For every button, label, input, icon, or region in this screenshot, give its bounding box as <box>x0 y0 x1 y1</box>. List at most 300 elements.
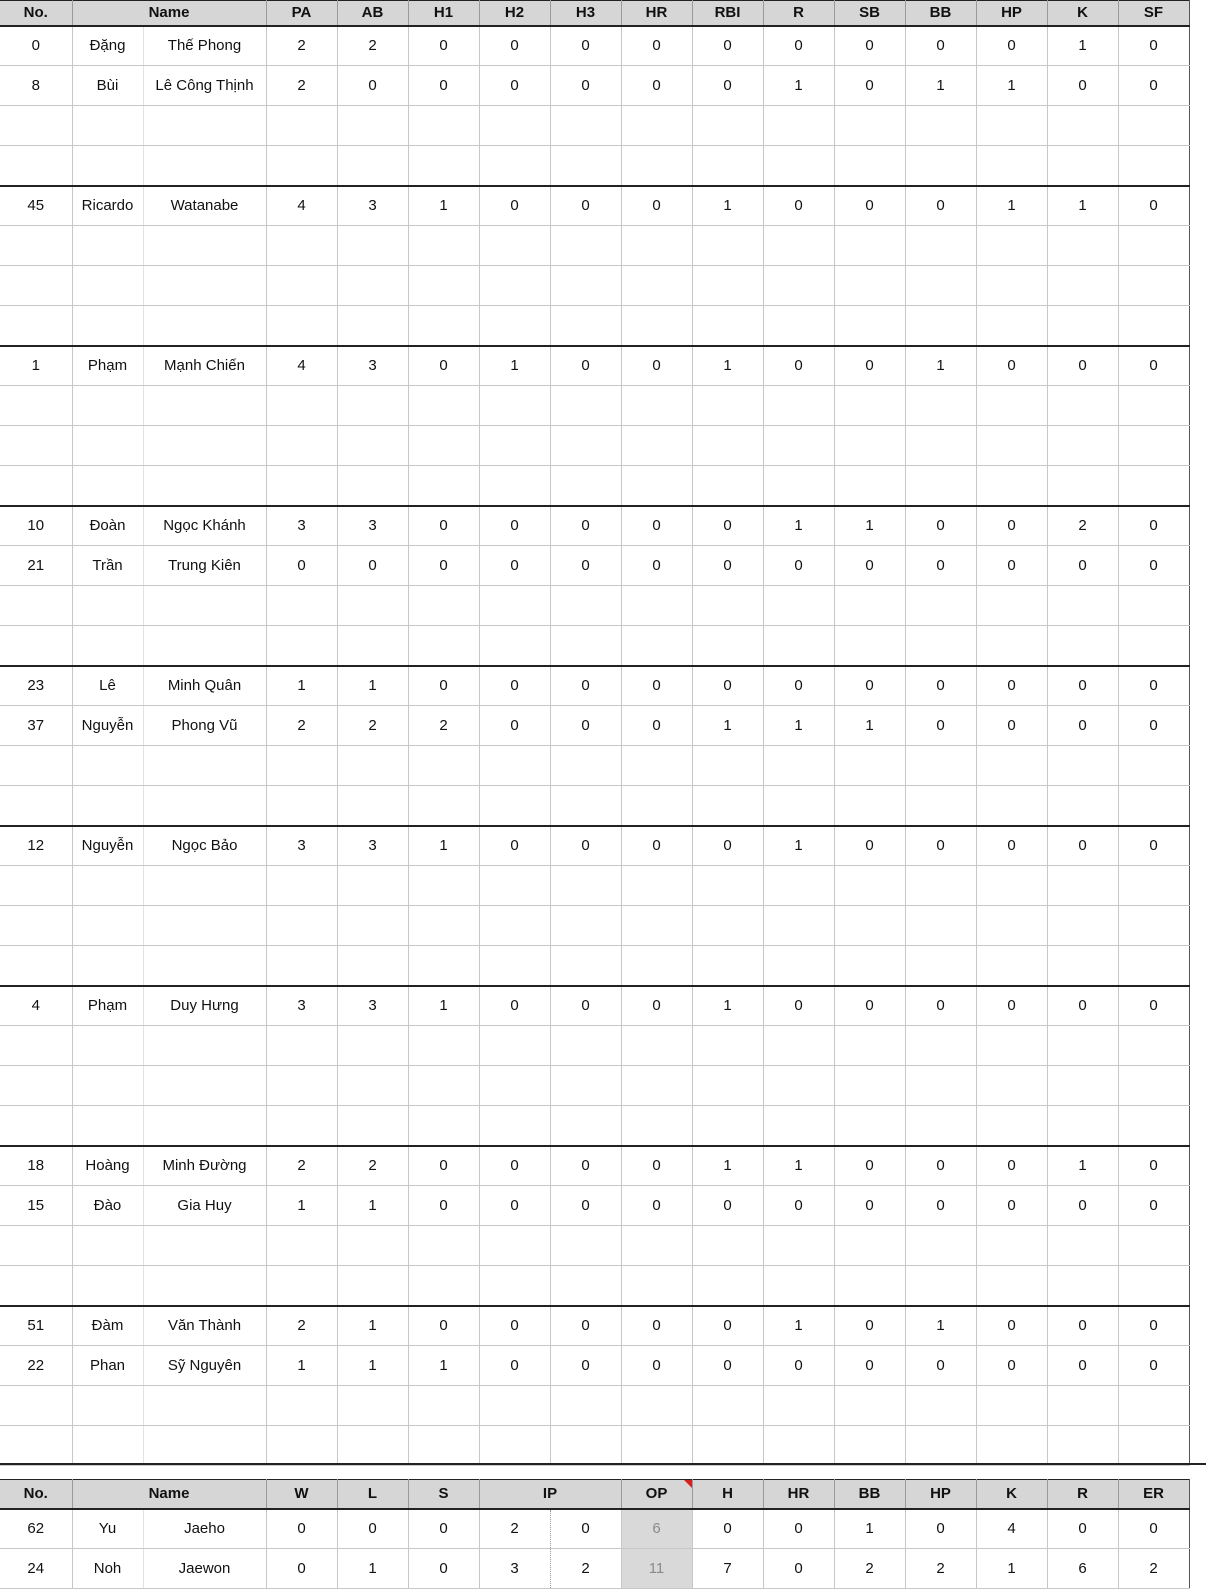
op-cell[interactable]: 6 <box>621 1509 692 1549</box>
table-cell[interactable]: 0 <box>1118 186 1189 226</box>
table-cell[interactable] <box>763 786 834 826</box>
table-cell[interactable] <box>1118 746 1189 786</box>
table-cell[interactable]: 2 <box>1118 1549 1189 1589</box>
table-cell[interactable]: 18 <box>0 1146 72 1186</box>
table-cell[interactable]: 0 <box>1118 1306 1189 1346</box>
table-cell[interactable]: 0 <box>550 706 621 746</box>
table-cell[interactable]: 1 <box>337 1306 408 1346</box>
table-cell[interactable] <box>0 386 72 426</box>
table-cell[interactable] <box>266 586 337 626</box>
table-cell[interactable] <box>692 266 763 306</box>
table-cell[interactable] <box>337 1266 408 1306</box>
table-cell[interactable] <box>408 306 479 346</box>
table-cell[interactable] <box>0 146 72 186</box>
table-cell[interactable] <box>763 626 834 666</box>
table-cell[interactable] <box>337 106 408 146</box>
table-cell[interactable]: 0 <box>408 1509 479 1549</box>
table-cell[interactable] <box>479 1386 550 1426</box>
table-cell[interactable] <box>550 266 621 306</box>
table-cell[interactable]: Phạm <box>72 986 143 1026</box>
table-cell[interactable]: 0 <box>763 26 834 66</box>
table-cell[interactable] <box>0 586 72 626</box>
table-cell[interactable]: 0 <box>408 1306 479 1346</box>
table-cell[interactable] <box>266 146 337 186</box>
table-cell[interactable]: 0 <box>408 546 479 586</box>
table-cell[interactable]: 0 <box>976 666 1047 706</box>
table-cell[interactable] <box>1118 146 1189 186</box>
table-cell[interactable] <box>763 266 834 306</box>
table-cell[interactable] <box>976 946 1047 986</box>
table-cell[interactable] <box>1047 146 1118 186</box>
table-cell[interactable] <box>143 1426 266 1466</box>
table-cell[interactable]: 2 <box>337 26 408 66</box>
table-cell[interactable] <box>479 1106 550 1146</box>
table-cell[interactable]: 2 <box>266 1146 337 1186</box>
table-cell[interactable] <box>763 1386 834 1426</box>
table-cell[interactable]: 1 <box>692 186 763 226</box>
table-cell[interactable] <box>834 306 905 346</box>
table-cell[interactable] <box>1118 1106 1189 1146</box>
table-cell[interactable] <box>479 1266 550 1306</box>
table-cell[interactable] <box>550 466 621 506</box>
table-cell[interactable] <box>337 146 408 186</box>
table-cell[interactable] <box>72 746 143 786</box>
table-cell[interactable] <box>0 1426 72 1466</box>
table-cell[interactable] <box>266 1226 337 1266</box>
table-cell[interactable]: 1 <box>976 1549 1047 1589</box>
table-cell[interactable]: 0 <box>1118 506 1189 546</box>
table-cell[interactable] <box>0 466 72 506</box>
table-cell[interactable]: Sỹ Nguyên <box>143 1346 266 1386</box>
table-cell[interactable] <box>834 586 905 626</box>
table-cell[interactable]: 1 <box>1047 186 1118 226</box>
table-cell[interactable]: 0 <box>408 1146 479 1186</box>
table-cell[interactable]: 0 <box>1118 666 1189 706</box>
table-cell[interactable] <box>692 1386 763 1426</box>
table-cell[interactable] <box>1118 1266 1189 1306</box>
table-cell[interactable] <box>905 786 976 826</box>
table-cell[interactable]: 0 <box>1118 1346 1189 1386</box>
table-cell[interactable]: 0 <box>550 1146 621 1186</box>
table-cell[interactable]: Minh Quân <box>143 666 266 706</box>
table-cell[interactable]: 1 <box>337 666 408 706</box>
table-cell[interactable]: Noh <box>72 1549 143 1589</box>
table-cell[interactable]: 0 <box>266 1549 337 1589</box>
table-cell[interactable]: 0 <box>834 66 905 106</box>
table-cell[interactable]: 0 <box>834 1346 905 1386</box>
table-cell[interactable] <box>266 1066 337 1106</box>
table-cell[interactable]: 1 <box>408 826 479 866</box>
table-cell[interactable] <box>408 1386 479 1426</box>
table-cell[interactable] <box>692 306 763 346</box>
table-cell[interactable]: 0 <box>905 506 976 546</box>
table-cell[interactable] <box>692 586 763 626</box>
table-cell[interactable]: 2 <box>479 1509 550 1549</box>
table-cell[interactable] <box>1118 106 1189 146</box>
table-cell[interactable] <box>72 946 143 986</box>
table-cell[interactable]: 0 <box>905 706 976 746</box>
table-cell[interactable] <box>905 746 976 786</box>
table-cell[interactable]: 0 <box>550 826 621 866</box>
table-cell[interactable] <box>0 226 72 266</box>
table-cell[interactable]: 0 <box>763 1186 834 1226</box>
table-cell[interactable]: 0 <box>550 666 621 706</box>
table-cell[interactable]: 51 <box>0 1306 72 1346</box>
table-cell[interactable] <box>72 1106 143 1146</box>
table-cell[interactable] <box>143 1026 266 1066</box>
table-cell[interactable] <box>621 586 692 626</box>
table-cell[interactable]: 0 <box>337 1509 408 1549</box>
table-cell[interactable] <box>143 1386 266 1426</box>
table-cell[interactable]: 0 <box>763 186 834 226</box>
table-cell[interactable] <box>550 946 621 986</box>
table-cell[interactable] <box>550 1026 621 1066</box>
table-cell[interactable] <box>1118 1226 1189 1266</box>
table-cell[interactable] <box>266 626 337 666</box>
table-cell[interactable]: 0 <box>763 1549 834 1589</box>
table-cell[interactable]: Đàm <box>72 1306 143 1346</box>
table-cell[interactable] <box>72 1026 143 1066</box>
table-cell[interactable] <box>1118 786 1189 826</box>
table-cell[interactable]: 0 <box>976 546 1047 586</box>
table-cell[interactable] <box>0 426 72 466</box>
table-cell[interactable] <box>763 1226 834 1266</box>
table-cell[interactable] <box>479 866 550 906</box>
table-cell[interactable]: 0 <box>479 826 550 866</box>
table-cell[interactable]: 0 <box>905 1146 976 1186</box>
table-cell[interactable] <box>143 466 266 506</box>
table-cell[interactable] <box>266 866 337 906</box>
table-cell[interactable]: 0 <box>621 1306 692 1346</box>
table-cell[interactable]: 0 <box>550 66 621 106</box>
table-cell[interactable]: 0 <box>1047 546 1118 586</box>
table-cell[interactable] <box>0 266 72 306</box>
table-cell[interactable] <box>266 306 337 346</box>
table-cell[interactable]: 15 <box>0 1186 72 1226</box>
table-cell[interactable]: 0 <box>479 186 550 226</box>
table-cell[interactable] <box>550 306 621 346</box>
table-cell[interactable] <box>408 146 479 186</box>
table-cell[interactable]: 0 <box>834 26 905 66</box>
col-header-h2[interactable]: H2 <box>479 1 550 26</box>
table-cell[interactable]: 0 <box>621 1346 692 1386</box>
table-cell[interactable]: 0 <box>905 1346 976 1386</box>
table-cell[interactable]: 0 <box>550 26 621 66</box>
table-cell[interactable]: 0 <box>976 506 1047 546</box>
table-cell[interactable] <box>905 306 976 346</box>
table-cell[interactable] <box>337 586 408 626</box>
table-cell[interactable]: 1 <box>337 1346 408 1386</box>
table-cell[interactable] <box>408 426 479 466</box>
table-cell[interactable] <box>0 626 72 666</box>
table-cell[interactable] <box>905 946 976 986</box>
table-cell[interactable]: 0 <box>905 546 976 586</box>
table-cell[interactable] <box>1047 1026 1118 1066</box>
table-cell[interactable] <box>1047 1266 1118 1306</box>
table-cell[interactable]: 0 <box>1047 1186 1118 1226</box>
table-cell[interactable] <box>905 586 976 626</box>
col-header-w[interactable]: W <box>266 1480 337 1509</box>
table-cell[interactable] <box>266 266 337 306</box>
table-cell[interactable]: 0 <box>1047 66 1118 106</box>
table-cell[interactable]: Lê Công Thịnh <box>143 66 266 106</box>
table-cell[interactable] <box>72 1426 143 1466</box>
table-cell[interactable] <box>72 626 143 666</box>
table-cell[interactable]: 0 <box>550 1509 621 1549</box>
table-cell[interactable]: Ngọc Bảo <box>143 826 266 866</box>
table-cell[interactable] <box>763 306 834 346</box>
table-cell[interactable] <box>337 946 408 986</box>
table-cell[interactable] <box>479 306 550 346</box>
table-cell[interactable]: 23 <box>0 666 72 706</box>
table-cell[interactable]: 1 <box>905 1306 976 1346</box>
table-cell[interactable] <box>1047 1226 1118 1266</box>
table-cell[interactable]: 1 <box>834 706 905 746</box>
table-cell[interactable] <box>905 226 976 266</box>
table-cell[interactable] <box>905 1106 976 1146</box>
table-cell[interactable]: 3 <box>266 506 337 546</box>
table-cell[interactable]: 0 <box>408 66 479 106</box>
table-cell[interactable] <box>692 386 763 426</box>
table-cell[interactable]: Trung Kiên <box>143 546 266 586</box>
table-cell[interactable] <box>143 786 266 826</box>
table-cell[interactable] <box>763 866 834 906</box>
table-cell[interactable] <box>834 1066 905 1106</box>
table-cell[interactable] <box>550 866 621 906</box>
table-cell[interactable] <box>692 1106 763 1146</box>
table-cell[interactable] <box>905 866 976 906</box>
table-cell[interactable]: 0 <box>1047 826 1118 866</box>
table-cell[interactable]: 0 <box>621 546 692 586</box>
col-header-sb[interactable]: SB <box>834 1 905 26</box>
table-cell[interactable] <box>692 1226 763 1266</box>
table-cell[interactable] <box>1118 426 1189 466</box>
table-cell[interactable] <box>550 146 621 186</box>
table-cell[interactable] <box>692 1066 763 1106</box>
table-cell[interactable]: 1 <box>763 506 834 546</box>
table-cell[interactable]: 3 <box>337 506 408 546</box>
table-cell[interactable] <box>834 746 905 786</box>
col-header-hp[interactable]: HP <box>976 1 1047 26</box>
table-cell[interactable] <box>834 1426 905 1466</box>
table-cell[interactable] <box>408 466 479 506</box>
table-cell[interactable]: 0 <box>1047 1509 1118 1549</box>
table-cell[interactable] <box>337 866 408 906</box>
table-cell[interactable]: 62 <box>0 1509 72 1549</box>
table-cell[interactable]: 0 <box>905 986 976 1026</box>
table-cell[interactable] <box>976 1066 1047 1106</box>
table-cell[interactable]: 6 <box>1047 1549 1118 1589</box>
table-cell[interactable]: 0 <box>550 346 621 386</box>
table-cell[interactable]: 0 <box>621 706 692 746</box>
table-cell[interactable]: 0 <box>976 706 1047 746</box>
table-cell[interactable] <box>905 1026 976 1066</box>
col-header-r[interactable]: R <box>1047 1480 1118 1509</box>
table-cell[interactable] <box>1047 626 1118 666</box>
table-cell[interactable] <box>479 1226 550 1266</box>
table-cell[interactable] <box>1047 946 1118 986</box>
table-cell[interactable]: 1 <box>692 1146 763 1186</box>
table-cell[interactable] <box>1118 1066 1189 1106</box>
table-cell[interactable]: 1 <box>763 1146 834 1186</box>
table-cell[interactable] <box>408 226 479 266</box>
table-cell[interactable]: 1 <box>479 346 550 386</box>
table-cell[interactable] <box>976 866 1047 906</box>
table-cell[interactable] <box>763 1066 834 1106</box>
table-cell[interactable]: 3 <box>266 986 337 1026</box>
table-cell[interactable] <box>621 1226 692 1266</box>
table-cell[interactable] <box>976 626 1047 666</box>
table-cell[interactable] <box>763 1266 834 1306</box>
col-header-ip[interactable]: IP <box>479 1480 621 1509</box>
table-cell[interactable]: Phong Vũ <box>143 706 266 746</box>
table-cell[interactable]: 1 <box>1047 26 1118 66</box>
col-header-l[interactable]: L <box>337 1480 408 1509</box>
table-cell[interactable] <box>0 866 72 906</box>
table-cell[interactable] <box>143 626 266 666</box>
table-cell[interactable]: 0 <box>550 1346 621 1386</box>
table-cell[interactable] <box>550 906 621 946</box>
table-cell[interactable] <box>72 1066 143 1106</box>
table-cell[interactable]: 0 <box>0 26 72 66</box>
table-cell[interactable] <box>266 466 337 506</box>
table-cell[interactable]: 0 <box>1118 1146 1189 1186</box>
col-header-k[interactable]: K <box>976 1480 1047 1509</box>
table-cell[interactable] <box>905 386 976 426</box>
table-cell[interactable] <box>479 946 550 986</box>
table-cell[interactable]: 1 <box>692 706 763 746</box>
table-cell[interactable] <box>834 1026 905 1066</box>
table-cell[interactable]: 2 <box>266 706 337 746</box>
table-cell[interactable]: 0 <box>692 666 763 706</box>
table-cell[interactable] <box>905 466 976 506</box>
table-cell[interactable] <box>337 786 408 826</box>
table-cell[interactable]: Nguyễn <box>72 826 143 866</box>
col-header-ab[interactable]: AB <box>337 1 408 26</box>
table-cell[interactable] <box>337 1386 408 1426</box>
table-cell[interactable] <box>479 1026 550 1066</box>
table-cell[interactable]: 1 <box>266 1346 337 1386</box>
table-cell[interactable]: 2 <box>337 706 408 746</box>
table-cell[interactable] <box>266 906 337 946</box>
table-cell[interactable]: 3 <box>337 346 408 386</box>
table-cell[interactable] <box>834 786 905 826</box>
table-cell[interactable] <box>976 266 1047 306</box>
table-cell[interactable] <box>408 866 479 906</box>
table-cell[interactable]: Phan <box>72 1346 143 1386</box>
table-cell[interactable]: 0 <box>905 666 976 706</box>
table-cell[interactable] <box>337 906 408 946</box>
table-cell[interactable]: 4 <box>976 1509 1047 1549</box>
table-cell[interactable] <box>266 226 337 266</box>
table-cell[interactable]: Văn Thành <box>143 1306 266 1346</box>
table-cell[interactable]: Mạnh Chiến <box>143 346 266 386</box>
table-cell[interactable]: 2 <box>550 1549 621 1589</box>
table-cell[interactable] <box>479 786 550 826</box>
table-cell[interactable]: 10 <box>0 506 72 546</box>
table-cell[interactable] <box>0 746 72 786</box>
table-cell[interactable]: 0 <box>692 546 763 586</box>
col-header-r[interactable]: R <box>763 1 834 26</box>
table-cell[interactable]: 0 <box>1047 706 1118 746</box>
table-cell[interactable] <box>143 1106 266 1146</box>
table-cell[interactable] <box>834 146 905 186</box>
table-cell[interactable]: 45 <box>0 186 72 226</box>
table-cell[interactable] <box>337 1066 408 1106</box>
table-cell[interactable] <box>1118 306 1189 346</box>
col-header-h1[interactable]: H1 <box>408 1 479 26</box>
table-cell[interactable] <box>834 866 905 906</box>
table-cell[interactable] <box>692 626 763 666</box>
col-header-rbi[interactable]: RBI <box>692 1 763 26</box>
table-cell[interactable]: 0 <box>621 1186 692 1226</box>
table-cell[interactable] <box>1047 1106 1118 1146</box>
table-cell[interactable] <box>692 146 763 186</box>
table-cell[interactable] <box>72 586 143 626</box>
table-cell[interactable] <box>143 306 266 346</box>
table-cell[interactable]: 0 <box>621 26 692 66</box>
col-header-no[interactable]: No. <box>0 1 72 26</box>
table-cell[interactable] <box>834 226 905 266</box>
col-header-h3[interactable]: H3 <box>550 1 621 26</box>
col-header-pa[interactable]: PA <box>266 1 337 26</box>
table-cell[interactable]: 21 <box>0 546 72 586</box>
table-cell[interactable] <box>72 146 143 186</box>
table-cell[interactable]: 1 <box>905 346 976 386</box>
table-cell[interactable] <box>266 426 337 466</box>
table-cell[interactable]: Lê <box>72 666 143 706</box>
table-cell[interactable] <box>976 1106 1047 1146</box>
table-cell[interactable] <box>621 426 692 466</box>
table-cell[interactable] <box>550 226 621 266</box>
table-cell[interactable]: 0 <box>834 1146 905 1186</box>
table-cell[interactable] <box>337 306 408 346</box>
table-cell[interactable] <box>905 1426 976 1466</box>
table-cell[interactable] <box>479 426 550 466</box>
table-cell[interactable]: 0 <box>550 546 621 586</box>
table-cell[interactable] <box>72 1386 143 1426</box>
table-cell[interactable] <box>905 1066 976 1106</box>
table-cell[interactable]: 0 <box>621 506 692 546</box>
table-cell[interactable] <box>692 1026 763 1066</box>
table-cell[interactable]: 0 <box>1118 986 1189 1026</box>
table-cell[interactable]: 0 <box>550 186 621 226</box>
table-cell[interactable]: 1 <box>976 186 1047 226</box>
table-cell[interactable] <box>1118 226 1189 266</box>
table-cell[interactable] <box>1118 1386 1189 1426</box>
table-cell[interactable] <box>834 266 905 306</box>
table-cell[interactable] <box>337 1026 408 1066</box>
table-cell[interactable]: 1 <box>408 1346 479 1386</box>
col-header-name[interactable]: Name <box>72 1480 266 1509</box>
table-cell[interactable] <box>621 1066 692 1106</box>
table-cell[interactable] <box>1047 466 1118 506</box>
table-cell[interactable] <box>976 146 1047 186</box>
table-cell[interactable] <box>763 466 834 506</box>
table-cell[interactable]: 2 <box>266 26 337 66</box>
table-cell[interactable]: 37 <box>0 706 72 746</box>
table-cell[interactable] <box>976 306 1047 346</box>
table-cell[interactable] <box>337 266 408 306</box>
table-cell[interactable] <box>621 466 692 506</box>
table-cell[interactable]: 3 <box>479 1549 550 1589</box>
table-cell[interactable]: 0 <box>763 546 834 586</box>
table-cell[interactable] <box>337 1106 408 1146</box>
table-cell[interactable] <box>834 466 905 506</box>
table-cell[interactable]: 2 <box>1047 506 1118 546</box>
table-cell[interactable] <box>266 1426 337 1466</box>
table-cell[interactable] <box>550 1066 621 1106</box>
